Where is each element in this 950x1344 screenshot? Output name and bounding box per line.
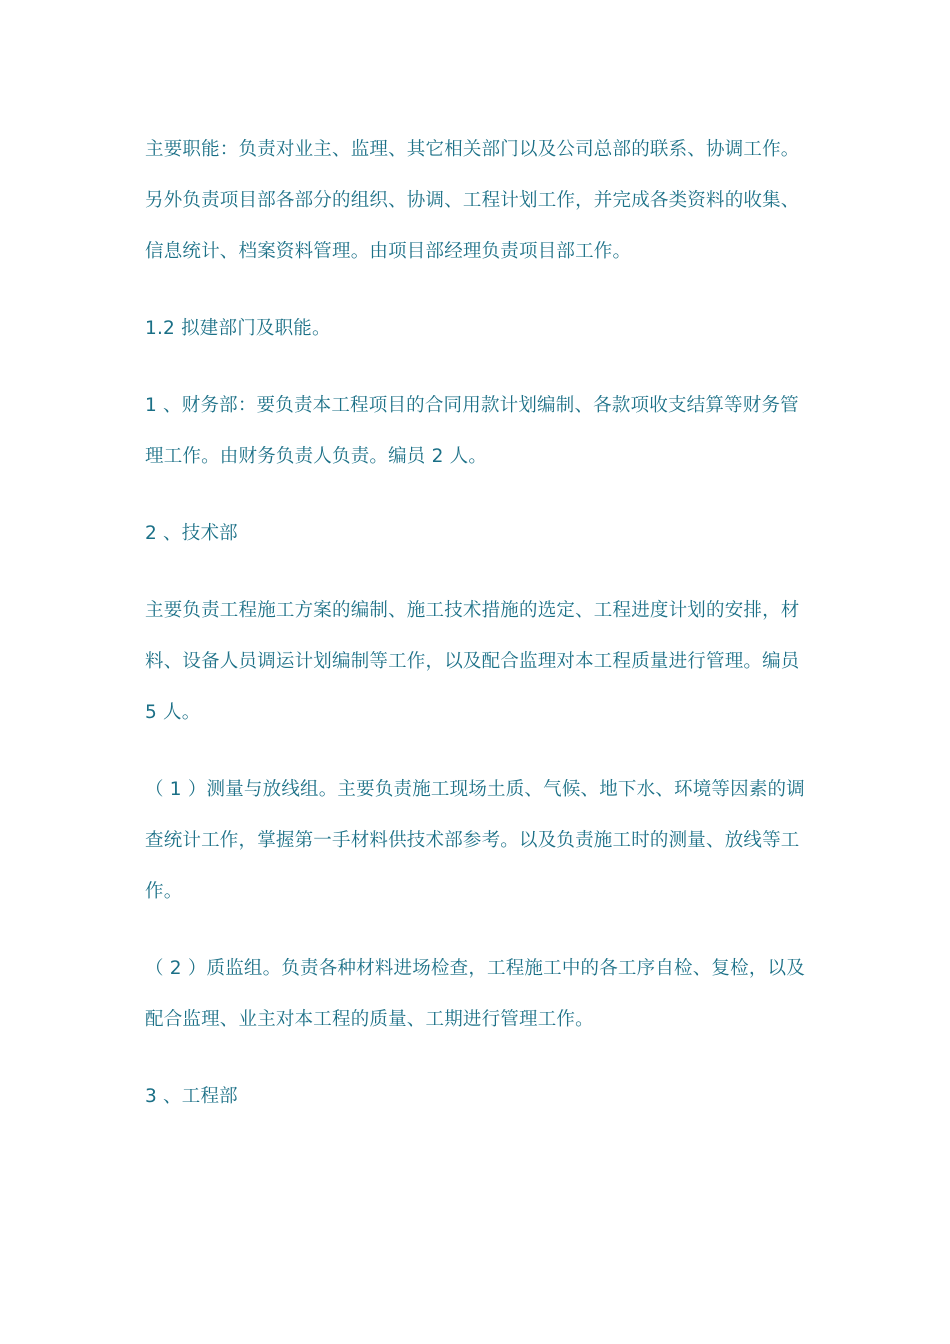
paragraph-quality-group: （ 2 ）质监组。负责各种材料进场检查，工程施工中的各工序自检、复检，以及配合监理、业主对本工程的质量、工期进行管理工作。 <box>145 958 805 1030</box>
paragraph-main-duties: 主要职能：负责对业主、监理、其它相关部门以及公司总部的联系、协调工作。另外负责项目部各部分的组织、协调、工程计划工作，并完成各类资料的收集、信息统计、档案资料管理。由项目部经理负责项目部工作。 <box>145 139 800 262</box>
paragraph-finance-dept: 1 、财务部：要负责本工程项目的合同用款计划编制、各款项收支结算等财务管理工作。由财务负责人负责。编员 2 人。 <box>145 395 799 467</box>
paragraph-survey-group: （ 1 ）测量与放线组。主要负责施工现场土质、气候、地下水、环境等因素的调查统计工作，掌握第一手材料供技术部参考。以及负责施工时的测量、放线等工作。 <box>145 779 805 902</box>
heading-section-1-2: 1.2 拟建部门及职能。 <box>145 318 331 339</box>
heading-technical-dept: 2 、技术部 <box>145 523 238 544</box>
document-body <box>145 124 810 1148</box>
paragraph-technical-duties: 主要负责工程施工方案的编制、施工技术措施的选定、工程进度计划的安排，材料、设备人员调运计划编制等工作，以及配合监理对本工程质量进行管理。编员 5 人。 <box>145 600 800 723</box>
heading-engineering-dept: 3 、工程部 <box>145 1086 238 1107</box>
